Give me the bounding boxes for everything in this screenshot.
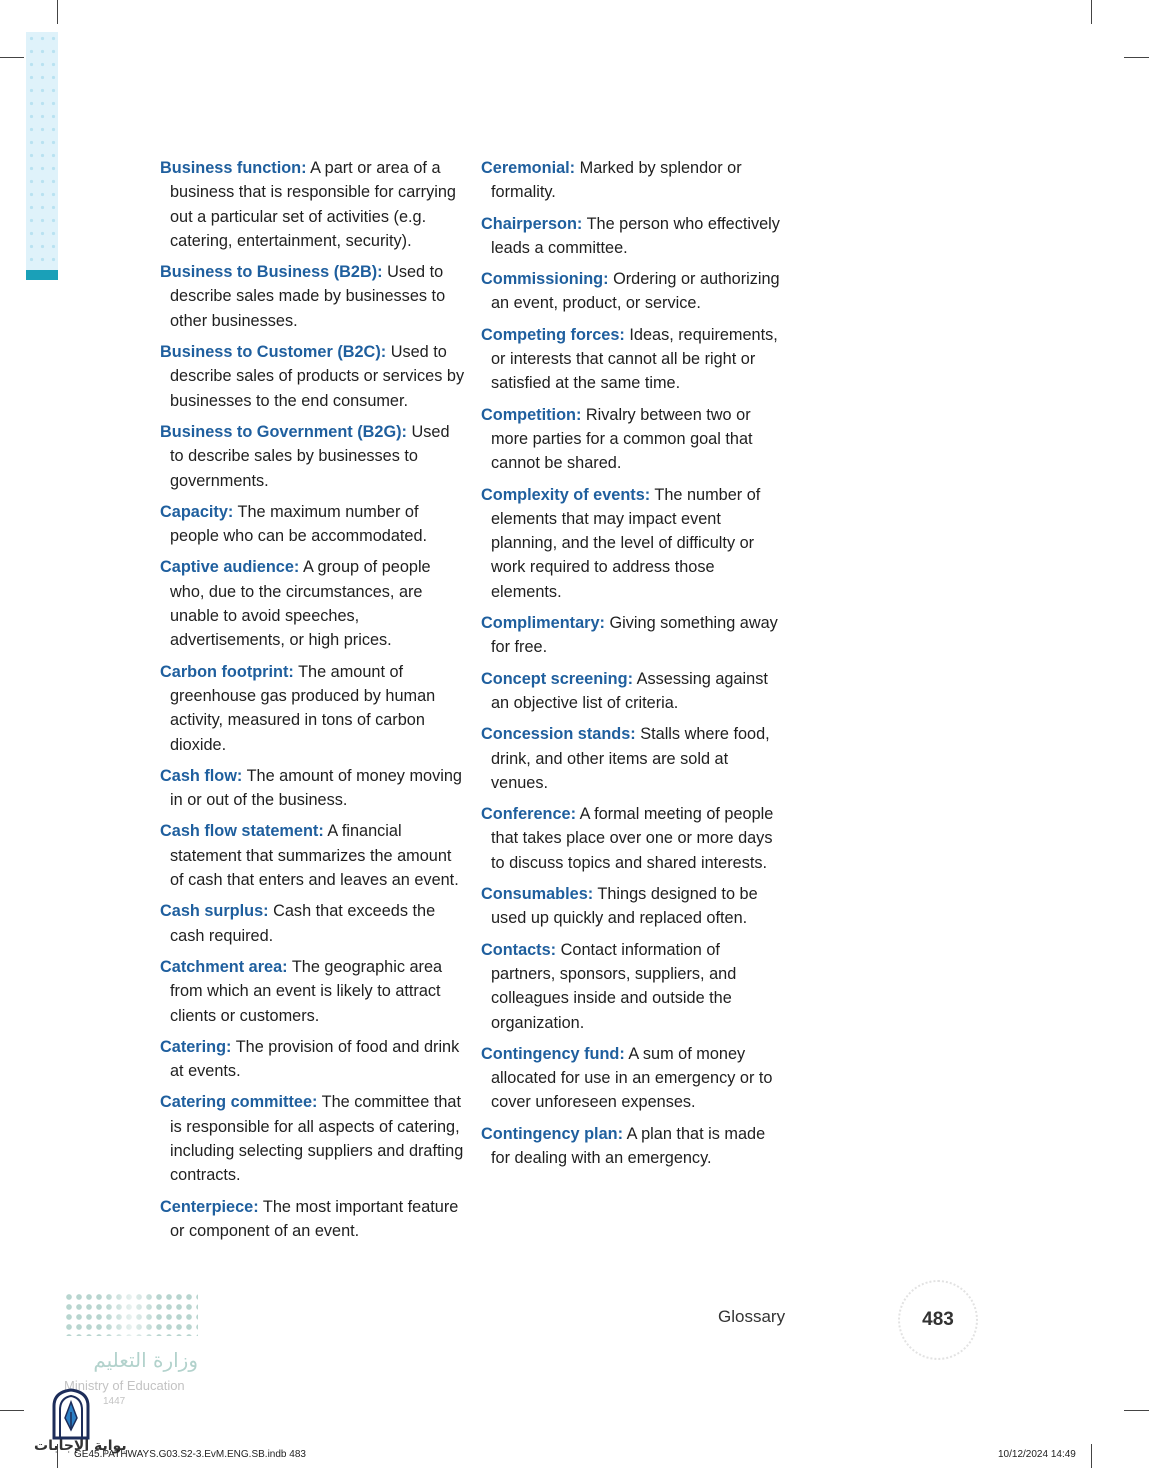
glossary-entry: [160, 340, 465, 413]
glossary-definition: The amount of money moving in or out of the business.: [170, 766, 462, 810]
glossary-entry: [160, 1035, 465, 1084]
glossary-term: Complimentary:: [481, 614, 605, 633]
glossary-term: Competition:: [481, 405, 582, 424]
glossary-definition: A sum of money allocated for use in an emergency or to cover unforeseen expenses.: [491, 1044, 773, 1112]
glossary-entry: [481, 212, 786, 261]
glossary-term: Business to Government (B2G):: [160, 422, 407, 441]
glossary-left-column: [160, 156, 465, 1250]
crop-mark: [1091, 1444, 1092, 1468]
glossary-definition: Contact information of partners, sponsors, suppliers, and colleagues inside and outside the organization.: [491, 940, 737, 1032]
glossary-definition: The maximum number of people who can be accommodated.: [170, 502, 428, 546]
glossary-term: Chairperson:: [481, 214, 583, 233]
glossary-entry: [481, 1122, 786, 1171]
glossary-right-column: [481, 156, 786, 1177]
glossary-definition: Assessing against an objective list of criteria.: [491, 669, 768, 712]
glossary-definition: Stalls where food, drink, and other items are sold at venues.: [491, 725, 770, 792]
ministry-name-arabic: وزارة التعليم: [93, 1348, 198, 1372]
glossary-entry: [481, 156, 786, 205]
page-number-badge: [898, 1280, 978, 1360]
watermark-text: بوابة الإجابات: [34, 1438, 127, 1454]
glossary-term: Contacts:: [481, 940, 557, 959]
glossary-entry: [160, 899, 465, 948]
glossary-definition: A part or area of a business that is responsible for carrying out a particular set of activities (e.g. catering, entertainment, security).: [170, 159, 456, 250]
glossary-definition: The provision of food and drink at events.: [170, 1037, 460, 1081]
glossary-entry: [481, 802, 786, 875]
glossary-definition: The geographic area from which an event is likely to attract clients or customers.: [170, 957, 443, 1025]
glossary-term: Competing forces:: [481, 325, 625, 344]
decorative-side-strip: [26, 32, 58, 280]
glossary-entry: [481, 403, 786, 476]
glossary-definition: Marked by splendor or formality.: [491, 159, 742, 202]
glossary-term: Catering:: [160, 1037, 232, 1056]
glossary-definition: The amount of greenhouse gas produced by human activity, measured in tons of carbon dioxide.: [170, 662, 436, 754]
slug-date: 10/12/2024 14:49: [998, 1449, 1076, 1460]
glossary-entry: [160, 500, 465, 549]
glossary-term: Captive audience:: [160, 558, 300, 577]
glossary-definition: Cash that exceeds the cash required.: [170, 902, 436, 945]
glossary-definition: The committee that is responsible for all aspects of catering, including selecting suppliers and drafting contracts.: [170, 1093, 464, 1185]
glossary-term: Catchment area:: [160, 957, 288, 976]
glossary-entry: [481, 323, 786, 396]
crop-mark: [1124, 57, 1149, 58]
glossary-definition: Used to describe sales by businesses to governments.: [170, 422, 450, 490]
glossary-term: Business to Customer (B2C):: [160, 343, 387, 362]
glossary-entry: [481, 611, 786, 660]
glossary-definition: Giving something away for free.: [491, 614, 778, 657]
ministry-name-english: Ministry of Education: [64, 1378, 185, 1393]
glossary-entry: [481, 483, 786, 604]
glossary-definition: Used to describe sales made by businesses to other businesses.: [170, 263, 446, 330]
glossary-entry: [160, 660, 465, 757]
glossary-term: Capacity:: [160, 502, 234, 521]
glossary-entry: [160, 420, 465, 493]
glossary-entry: [160, 1195, 465, 1244]
ministry-year: 1447: [103, 1396, 126, 1407]
glossary-entry: [160, 555, 465, 652]
glossary-term: Commissioning:: [481, 270, 609, 289]
glossary-term: Business to Business (B2B):: [160, 263, 383, 282]
glossary-entry: [160, 819, 465, 892]
glossary-term: Cash flow statement:: [160, 822, 324, 841]
glossary-definition: Ideas, requirements, or interests that cannot all be right or satisfied at the same time.: [491, 325, 778, 393]
glossary-term: Ceremonial:: [481, 159, 576, 177]
glossary-entry: [481, 938, 786, 1035]
glossary-term: Contingency plan:: [481, 1124, 624, 1143]
glossary-definition: Rivalry between two or more parties for a common goal that cannot be shared.: [491, 405, 753, 473]
glossary-entry: [160, 955, 465, 1028]
glossary-term: Carbon footprint:: [160, 662, 294, 681]
glossary-entry: [481, 667, 786, 716]
slug-file: GE45.PATHWAYS.G03.S2-3.EvM.ENG.SB.indb 483: [74, 1449, 306, 1460]
glossary-entry: [481, 722, 786, 795]
glossary-definition: A financial statement that summarizes the amount of cash that enters and leaves an event.: [170, 822, 459, 890]
crop-mark: [1124, 1410, 1149, 1411]
glossary-entry: [481, 1042, 786, 1115]
glossary-definition: Ordering or authorizing an event, product, or service.: [491, 270, 780, 313]
page-number: 483: [922, 1309, 954, 1330]
glossary-term: Conference:: [481, 805, 576, 824]
section-label: Glossary: [718, 1307, 786, 1326]
glossary-entry: [160, 1090, 465, 1187]
glossary-term: Cash flow:: [160, 766, 243, 785]
glossary-definition: The number of elements that may impact event planning, and the level of difficulty or work required to address those elements.: [491, 485, 761, 601]
glossary-term: Concept screening:: [481, 669, 633, 688]
glossary-term: Centerpiece:: [160, 1197, 259, 1216]
glossary-term: Concession stands:: [481, 725, 636, 744]
glossary-term: Catering committee:: [160, 1093, 318, 1112]
glossary-entry: [160, 156, 465, 253]
crop-mark: [57, 0, 58, 24]
glossary-definition: The most important feature or component of an event.: [170, 1197, 459, 1240]
glossary-entry: [481, 267, 786, 316]
glossary-definition: A plan that is made for dealing with an emergency.: [491, 1124, 766, 1167]
glossary-term: Consumables:: [481, 885, 594, 904]
crop-mark: [0, 57, 24, 58]
crop-mark: [1091, 0, 1092, 24]
accent-bar: [26, 270, 58, 280]
glossary-term: Cash surplus:: [160, 902, 269, 921]
glossary-entry: [160, 260, 465, 333]
glossary-entry: [160, 764, 465, 813]
glossary-term: Complexity of events:: [481, 485, 651, 504]
glossary-definition: Things designed to be used up quickly and replaced often.: [491, 885, 758, 928]
ministry-logo-icon: [64, 1292, 198, 1336]
crop-mark: [0, 1410, 24, 1411]
glossary-definition: A formal meeting of people that takes place over one or more days to discuss topics and shared interests.: [491, 805, 774, 872]
glossary-definition: Used to describe sales of products or services by businesses to the end consumer.: [170, 343, 465, 410]
glossary-term: Business function:: [160, 159, 307, 177]
glossary-definition: The person who effectively leads a committee.: [491, 214, 780, 257]
glossary-definition: A group of people who, due to the circumstances, are unable to avoid speeches, advertisements, or high prices.: [170, 558, 431, 650]
watermark-pen-icon: [48, 1388, 94, 1440]
glossary-entry: [481, 882, 786, 931]
glossary-term: Contingency fund:: [481, 1044, 625, 1063]
